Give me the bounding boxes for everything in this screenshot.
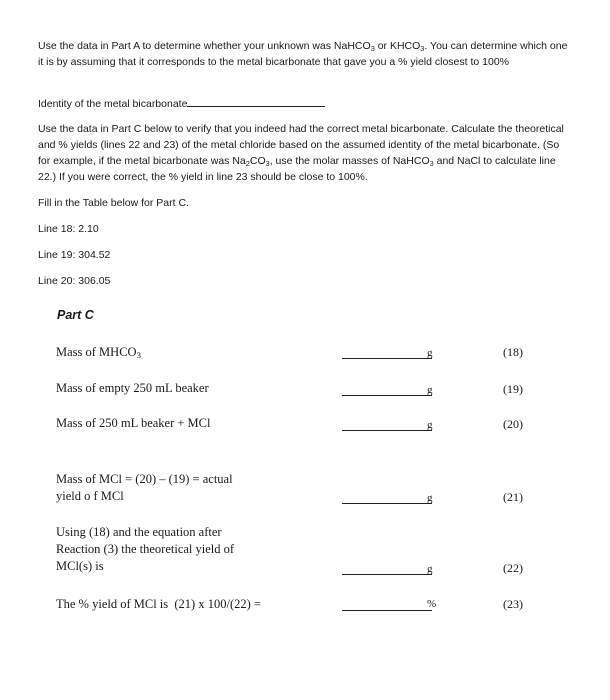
intro-p2-sub-1: 2: [245, 159, 250, 168]
row-18-answer-line[interactable]: [342, 358, 432, 359]
row-18-label: [56, 344, 296, 361]
identity-label: Identity of the metal bicarbonate: [38, 98, 188, 110]
part-c-title: Part C: [57, 308, 94, 322]
row-23-unit: %: [427, 598, 437, 610]
intro-p1-text-a: Use the data in Part A to determine whether your unknown was NaHCO: [38, 40, 371, 52]
intro-p2-text-a: Use the data in Part C below to verify that you indeed had the correct metal bicarbonate. Calculate the theoretical and % yields (lines 22 and 23) of the metal chloride based on the assumed identity of the metal bicarbonate. (So for example, if the metal bicarbonate was Na: [38, 123, 564, 167]
row-19-unit: g: [427, 384, 433, 396]
identity-blank[interactable]: [187, 96, 325, 107]
intro-p1-text-b: or KHCO: [374, 40, 421, 52]
fill-in-instruction: Fill in the Table below for Part C.: [38, 197, 189, 209]
row-20-unit: g: [427, 419, 433, 431]
row-19-ref: (19): [503, 382, 523, 396]
row-20-answer-line[interactable]: [342, 430, 432, 431]
intro-p2-text-d: and NaCl to calculate line 22.) If you were correct, the % yield in line 23 should be close to 100%.: [38, 155, 556, 183]
intro-p1-sub-1: 3: [370, 44, 375, 53]
row-21-label-line-1: Mass of MCl = (20) – (19) = actual: [56, 472, 233, 486]
row-23-label: The % yield of MCl is (21) x 100/(22) =: [56, 597, 261, 611]
intro-p2-text-b: CO: [249, 155, 266, 167]
intro-p2-sub-2: 3: [265, 159, 270, 168]
line-18-value: Line 18: 2.10: [38, 223, 99, 235]
intro-p2-sub-3: 3: [429, 159, 434, 168]
row-22-label: [56, 524, 296, 575]
row-18-ref: (18): [503, 345, 523, 359]
intro-p1-sub-2: 3: [420, 44, 425, 53]
row-22-ref: (22): [503, 561, 523, 575]
intro-paragraph-1: [38, 38, 568, 70]
row-21-ref: (21): [503, 490, 523, 504]
row-18-label-sub: 3: [136, 350, 141, 360]
row-19-label: Mass of empty 250 mL beaker: [56, 381, 209, 395]
row-21-unit: g: [427, 492, 433, 504]
row-21-answer-line[interactable]: [342, 503, 432, 504]
intro-p1-text-c: . You can determine which one it is by assuming that it corresponds to the metal bicarbonate that gave you a % yield closest to 100%: [38, 40, 568, 68]
line-20-value: Line 20: 306.05: [38, 275, 111, 287]
row-20-ref: (20): [503, 417, 523, 431]
line-19-value: Line 19: 304.52: [38, 249, 111, 261]
row-22-label-line-3: MCl(s) is: [56, 559, 104, 573]
intro-paragraph-2: [38, 121, 568, 185]
row-21-label: [56, 471, 296, 505]
row-23-ref: (23): [503, 597, 523, 611]
row-22-unit: g: [427, 563, 433, 575]
row-20-label: Mass of 250 mL beaker + MCl: [56, 416, 211, 430]
identity-line: [38, 96, 568, 112]
row-19-answer-line[interactable]: [342, 395, 432, 396]
row-18-unit: g: [427, 347, 433, 359]
row-22-label-line-1: Using (18) and the equation after: [56, 525, 222, 539]
row-23-answer-line[interactable]: [342, 610, 432, 611]
intro-p2-text-c: , use the molar masses of NaHCO: [269, 155, 430, 167]
row-21-label-line-2: yield o f MCl: [56, 489, 124, 503]
row-22-label-line-2: Reaction (3) the theoretical yield of: [56, 542, 235, 556]
row-18-label-text: Mass of MHCO: [56, 345, 137, 359]
row-22-answer-line[interactable]: [342, 574, 432, 575]
